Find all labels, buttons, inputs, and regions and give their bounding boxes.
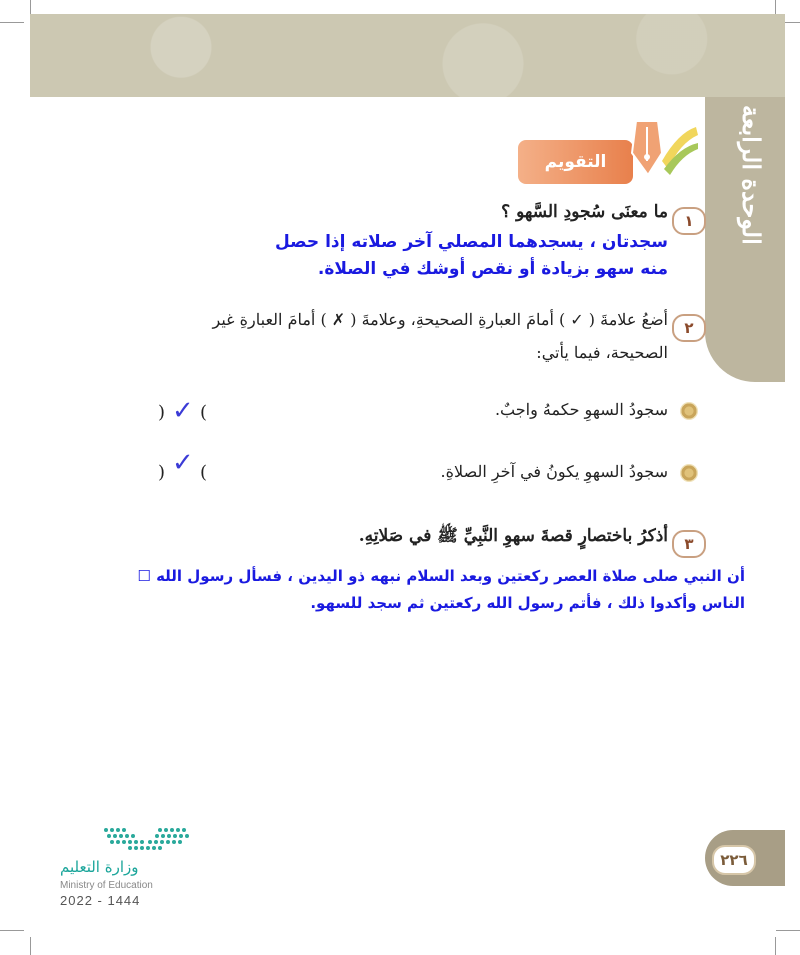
question-3-text: أذكرُ باختصارٍ قصةَ سهوِ النَّبِيِّ ﷺ في صَلاتِهِ. bbox=[358, 526, 668, 546]
question-number-1: ١ bbox=[672, 207, 706, 235]
statement-2-paren-close: ) bbox=[158, 462, 166, 483]
statement-2-mark[interactable]: ✓ bbox=[172, 448, 194, 478]
question-1-answer-line-2: منه سهو بزيادة أو نقص أوشك في الصلاة. bbox=[317, 259, 668, 279]
statement-1-paren-open: ( bbox=[200, 402, 208, 423]
question-3-answer-line-1: أن النبي صلى صلاة العصر ركعتين وبعد السلام نبهه ذو اليدين ، فسأل رسول الله ☐ bbox=[137, 567, 745, 585]
question-1-answer-line-1: سجدتان ، يسجدهما المصلي آخر صلاته إذا حصل bbox=[274, 232, 668, 252]
question-1-text: ما معنَى سُجودِ السَّهو ؟ bbox=[501, 202, 668, 222]
statement-1-paren-close: ) bbox=[158, 402, 166, 423]
unit-title: الوحدة الرابعة bbox=[737, 105, 766, 245]
crop-mark bbox=[776, 930, 800, 931]
question-2-text-line-2: الصحيحة، فيما يأتي: bbox=[536, 343, 668, 362]
item-bullet-icon bbox=[680, 464, 698, 482]
edition-year: 2022 - 1444 bbox=[60, 893, 141, 908]
question-number-3: ٣ bbox=[672, 530, 706, 558]
header-banner bbox=[30, 14, 785, 97]
question-2-text-line-1: أضعُ علامةَ ( ✓ ) أمامَ العبارةِ الصحيحةِ، وعلامةَ ( ✗ ) أمامَ العبارةِ غير bbox=[212, 310, 668, 329]
ministry-name-english: Ministry of Education bbox=[60, 880, 153, 891]
statement-1-mark[interactable]: ✓ bbox=[172, 396, 194, 426]
question-number-2: ٢ bbox=[672, 314, 706, 342]
crop-mark bbox=[0, 930, 24, 931]
crop-mark bbox=[30, 937, 31, 955]
section-badge: التقويم bbox=[518, 140, 633, 184]
crop-mark bbox=[0, 22, 24, 23]
item-bullet-icon bbox=[680, 402, 698, 420]
pen-book-icon bbox=[618, 113, 700, 191]
crop-mark bbox=[775, 937, 776, 955]
statement-2-paren-open: ( bbox=[200, 462, 208, 483]
page-number: ٢٢٦ bbox=[712, 845, 756, 875]
ministry-name-arabic: وزارة التعليم bbox=[60, 858, 139, 876]
question-3-answer-line-2: الناس وأكدوا ذلك ، فأتم رسول الله ركعتين ثم سجد للسهو. bbox=[310, 594, 745, 612]
ministry-logo-icon bbox=[100, 826, 192, 854]
statement-1-text: سجودُ السهوِ حكمهُ واجبٌ. bbox=[494, 400, 668, 419]
statement-2-text: سجودُ السهوِ يكونُ في آخرِ الصلاةِ. bbox=[440, 462, 668, 481]
